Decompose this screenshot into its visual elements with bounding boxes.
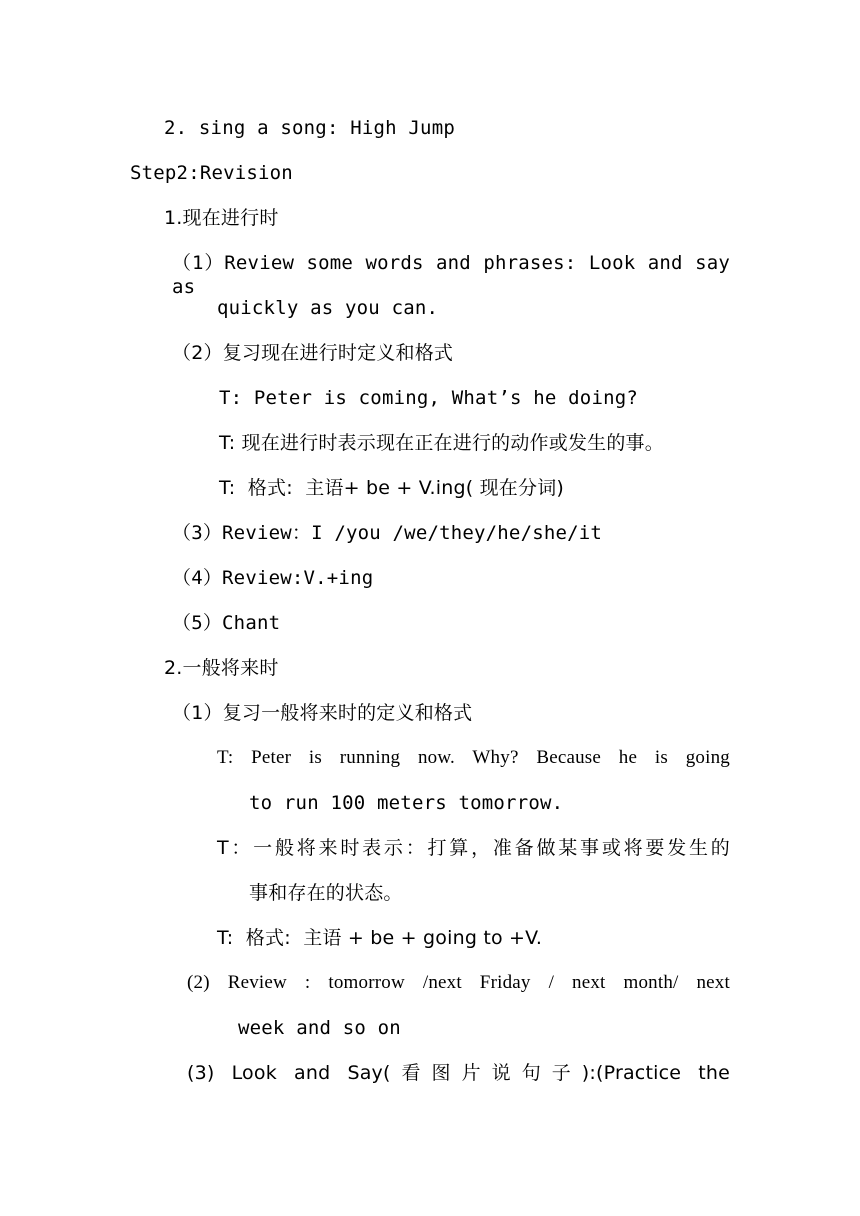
- item-5-chant: （5）Chant: [172, 612, 281, 634]
- teacher-line-peter-running: T: Peter is running now. Why? Because he is going: [217, 747, 730, 768]
- step-heading: Step2:Revision: [130, 162, 293, 184]
- section-heading-future-tense: 2.一般将来时: [164, 657, 279, 679]
- teacher-line-future-definition: T：一般将来时表示：打算，准备做某事或将要发生的: [217, 837, 730, 859]
- teacher-line-definition: T: 现在进行时表示现在正在进行的动作或发生的事。: [219, 432, 664, 454]
- teacher-line-future-definition-continued: 事和存在的状态。: [249, 882, 403, 904]
- item-4-review-ing: （4）Review:V.+ing: [172, 567, 374, 589]
- item-1-continuation: quickly as you can.: [217, 297, 439, 319]
- future-item-2-continuation: week and so on: [238, 1017, 401, 1039]
- section-heading-present-continuous: 1.现在进行时: [164, 207, 279, 229]
- teacher-line-continuation: to run 100 meters tomorrow.: [249, 792, 564, 814]
- future-item-1-heading: （1）复习一般将来时的定义和格式: [172, 702, 473, 724]
- future-item-3-look-and-say: (3) Look and Say(看图片说句子):(Practice the: [187, 1062, 730, 1084]
- item-3-review-pronouns: （3）Review：I /you /we/they/he/she/it: [172, 522, 603, 544]
- song-line: 2. sing a song: High Jump: [164, 117, 455, 139]
- item-1-review-words: （1）Review some words and phrases: Look and say as: [172, 252, 730, 298]
- item-2-definition-heading: （2）复习现在进行时定义和格式: [172, 342, 454, 364]
- teacher-line-format: T: 格式: 主语+ be + V.ing( 现在分词): [219, 477, 565, 499]
- future-item-2-review-time-words: (2) Review : tomorrow /next Friday / next month/ next: [187, 972, 730, 993]
- teacher-line-question: T: Peter is coming, What’s he doing?: [219, 387, 639, 409]
- teacher-line-future-format: T: 格式: 主语 + be + going to +V.: [217, 927, 543, 949]
